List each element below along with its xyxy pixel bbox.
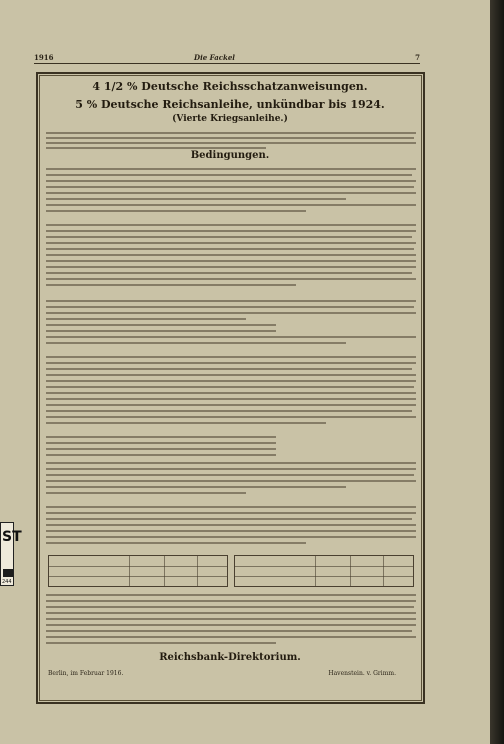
price-table-right — [234, 555, 414, 587]
title-line-1: 4 1/2 % Deutsche Reichsschatzanweisungen. — [92, 80, 368, 93]
header-magazine: Die Fackel — [194, 53, 235, 62]
conditions-heading: Bedingungen. — [190, 150, 270, 161]
price-table-left — [48, 555, 228, 587]
signature-title: Reichsbank-Direktorium. — [159, 652, 301, 663]
signature-footer — [48, 670, 416, 680]
signatory-names: Havenstein. v. Grimm. — [328, 670, 396, 677]
place-date: Berlin, im Februar 1916. — [48, 670, 124, 677]
header-page-number: 7 — [415, 53, 420, 62]
title-line-3: (Vierte Kriegsanleihe.) — [172, 114, 288, 124]
title-line-2: 5 % Deutsche Reichsanleihe, unkündbar bis 1924. — [75, 98, 385, 111]
book-binding-edge — [490, 0, 504, 744]
header-year: 1916 — [34, 53, 54, 62]
header-rule — [34, 63, 420, 64]
archive-stamp: ST 244 — [0, 522, 14, 586]
